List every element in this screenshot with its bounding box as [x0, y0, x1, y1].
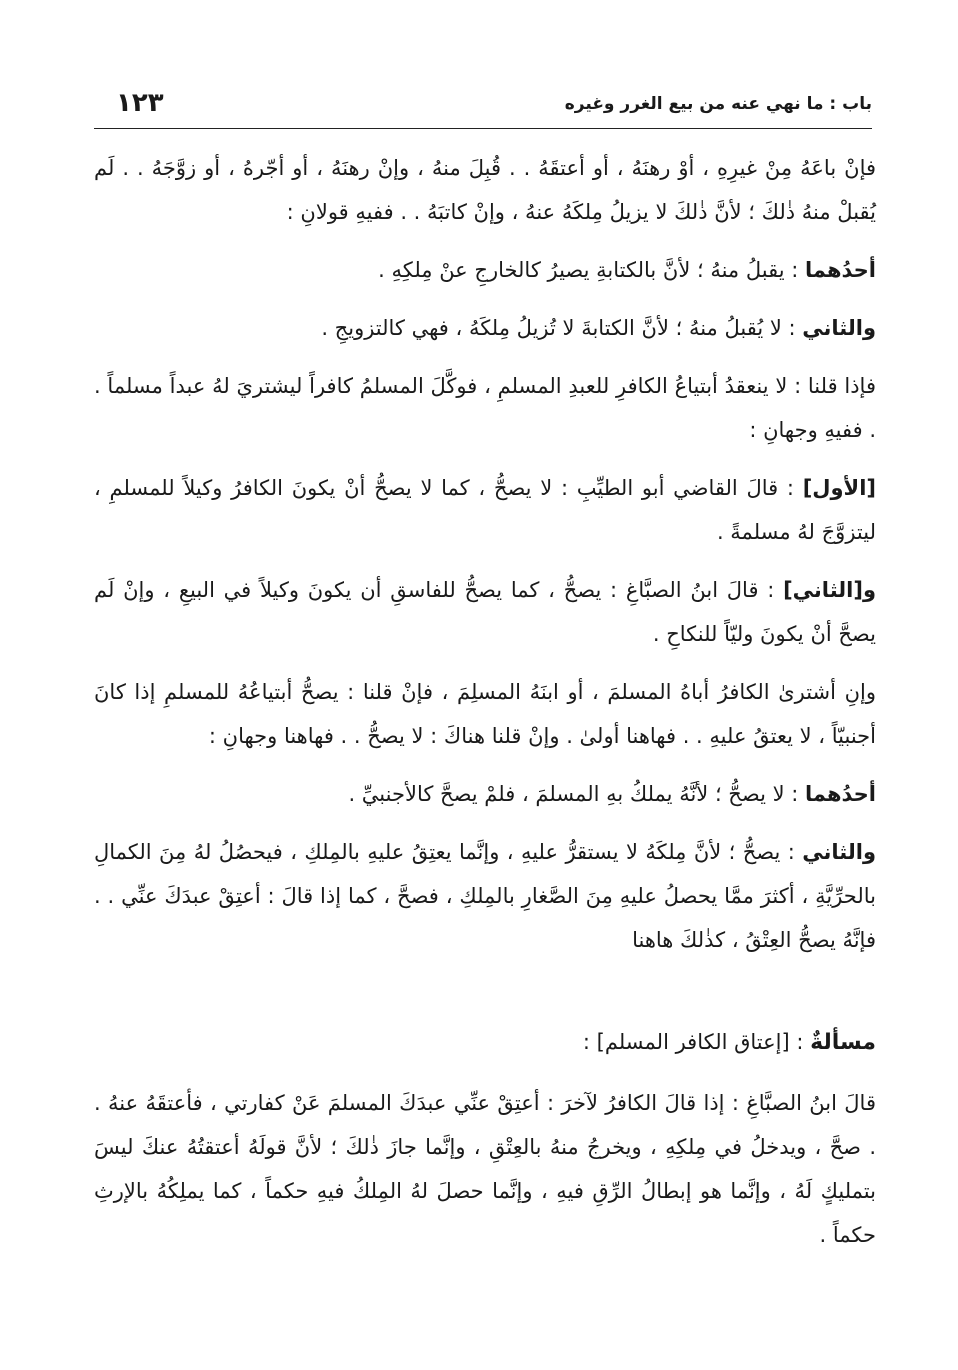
page-number: ١٢٣: [116, 88, 164, 118]
body-text: [94, 146, 876, 1271]
paragraph-text: : لا يصحُّ ؛ لأنَّهُ يملكُ بهِ المسلمَ ، فلمْ يصحَّ كالأجنبيِّ .: [348, 782, 805, 806]
paragraph-text: فإذا قلنا : لا ينعقدُ أبتياعُ الكافرِ للعبدِ المسلمِ ، فوكَّلَ المسلمُ كافراً ليشتريَ لهُ عبداً مسلماً . . ففيهِ وجهانِ :: [94, 374, 876, 442]
issue-heading: [94, 1020, 876, 1065]
paragraph-6: [94, 568, 876, 656]
paragraph-3: [94, 306, 876, 350]
paragraph-lead: و[الثاني]: [783, 578, 876, 602]
issue-lead: مسألةٌ: [810, 1030, 876, 1055]
paragraph-text: : لا يُقبلُ منهُ ؛ لأنَّ الكتابةَ لا تُزيلُ مِلكَهُ ، فهي كالتزويجِ .: [321, 316, 803, 340]
paragraph-text: وإنِ أشترىٰ الكافرُ أباهُ المسلمَ ، أو ابنَهُ المسلِمَ ، فإنْ قلنا : يصحُّ أبتياعُهُ للمسلمِ إذا كانَ أجنبيّاً ، لا يعتقُ عليهِ . . فهاهنا أولىٰ . وإنْ قلنا هناكَ : لا يصحُّ . . فهاهنا وجهانِ :: [94, 680, 876, 748]
paragraph-text: : يقبلُ منهُ ؛ لأنَّ بالكتابةِ يصيرُ كالخارجِ عنْ مِلكِهِ .: [378, 258, 805, 282]
paragraph-text: : يصحُّ ؛ لأنَّ مِلكَهُ لا يستقرُّ عليهِ ، وإنَّما يعتِقُ عليهِ بالمِلكِ ، فيحصُلُ لهُ مِنَ الكمالِ بالحرِّيَّةِ ، أكثرَ ممَّا يحصلُ عليهِ مِنَ الصَّغارِ بالمِلكِ ، فصحَّ ، كما إذا قالَ : أعتِقْ عبدَكَ عنِّي . . فإنَّهُ يصحُّ العِتْقُ ، كذٰلكَ هاهنا: [94, 840, 876, 952]
paragraph-7: [94, 670, 876, 758]
paragraph-9: [94, 830, 876, 962]
paragraph-2: [94, 248, 876, 292]
paragraph-lead: والثاني: [802, 840, 876, 864]
paragraph-lead: [الأول]: [802, 476, 876, 500]
paragraph-4: [94, 364, 876, 452]
running-head: باب : ما نهي عنه من بيع الغرر وغيره: [564, 94, 872, 114]
paragraph-1: [94, 146, 876, 234]
paragraph-text: : قالَ ابنُ الصبَّاغِ : يصحُّ ، كما يصحُّ للفاسقِ أن يكونَ وكيلاً في البيعِ ، وإنْ لَم يصحَّ أنْ يكونَ وليّاً للنكاحِ .: [94, 578, 876, 646]
paragraph-8: [94, 772, 876, 816]
paragraph-text: فإنْ باعَهُ مِنْ غيرِهِ ، أوْ رهنَهُ ، أو أعتقَهُ . . قُبِلَ منهُ ، وإنْ رهنَهُ ، أو أجّرهُ ، أو زوَّجَهُ . . لَم يُقبلْ منهُ ذٰلكَ ؛ لأنَّ ذٰلكَ لا يزيلُ مِلكَهُ عنهُ ، وإنْ كاتبَهُ . . ففيهِ قولانِ :: [94, 156, 876, 224]
paragraph-text: قالَ ابنُ الصبَّاغِ : إذا قالَ الكافرُ لآخرَ : أعتِقْ عنِّي عبدَكَ المسلمَ عَنْ كفارتي ، فأعتقَهُ عنهُ . . صحَّ ، ويدخلُ في مِلكِهِ ، ويخرجُ منهُ بالعِتْقِ ، وإنَّما جازَ ذٰلكَ ؛ لأنَّ قولَهُ أعتقتُهُ عنكَ ليسَ بتمليكٍ لَهُ ، وإنَّما هو إبطالُ الرِّقِ فيهِ ، وإنَّما حصلَ لهُ المِلكُ فيهِ حكماً ، كما يملِكُهُ بالإرثِ حكماً .: [94, 1091, 876, 1247]
paragraph-lead: أحدُهما: [805, 782, 876, 806]
paragraph-lead: والثاني: [802, 316, 876, 340]
page-header: [94, 88, 872, 129]
issue-paragraph: [94, 1081, 876, 1257]
paragraph-lead: أحدُهما: [805, 258, 876, 282]
paragraph-5: [94, 466, 876, 554]
paragraph-text: : قالَ القاضي أبو الطيِّبِ : لا يصحُّ ، كما لا يصحُّ أنْ يكونَ الكافرُ وكيلاً للمسلمِ ، ليتزوَّجَ لهُ مسلمةً .: [94, 476, 876, 544]
issue-title-text: : [إعتاق الكافر المسلم] :: [582, 1030, 811, 1054]
